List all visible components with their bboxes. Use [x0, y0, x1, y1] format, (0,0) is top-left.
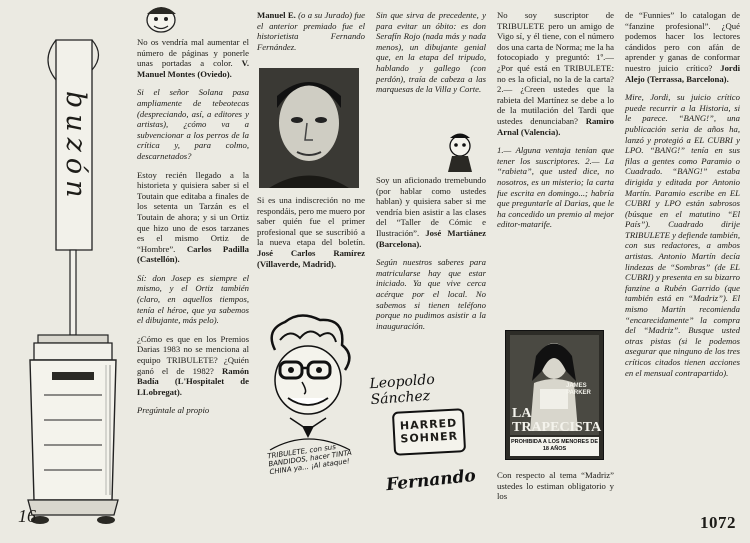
- letter-signature: V. Manuel Montes (Oviedo).: [137, 58, 249, 79]
- letter-text: Con respecto al tema “Madriz” ustedes lo estiman obligatorio y los: [497, 470, 614, 502]
- letter-signature: Ramiro Arnal (Valencia).: [497, 115, 614, 137]
- reply-text: Si el señor Solana pasa ampliamente de tebeotecas (despreciando, así, a editores y artistas), ¿cómo va a subvencionar a los perros de la crítica y, para colmo, descarnetados?: [137, 87, 249, 161]
- reply-text: Sin que sirva de precedente, y para evitar un óbito: es don Serafín Rojo (nada más y nada menos), un dibujante genial que, en la etapa del tripudo, hablando y gallego (con perdón), traía de cabeza a las marquesas de la Villa y Corte.: [376, 10, 486, 95]
- stamp-text: HARRED SOHNER: [399, 416, 459, 446]
- column-4-bottom: [497, 470, 614, 510]
- letter-signature: Carlos Padilla (Castellón).: [137, 243, 249, 265]
- letter-signature: Ramón Badía (L'Hospitalet de LLobregat).: [137, 365, 249, 397]
- column-4: [497, 10, 614, 238]
- cartoon-head-icon: [138, 2, 184, 36]
- poster-banner: PROHIBIDA A LOS MENORES DE 18 AÑOS: [510, 437, 599, 456]
- letter-text: No soy suscriptor de TRIBULETE pero un amigo de Vigo sí, y él tiene, con el número dos una carta de Norma; me la ha fotocopiado y preguntó: 1º.— ¿Por qué está en TRIBULETE: no es la oficial, no la de la carta? 2.— ¿Creen ustedes que la rabieta del Martínez se debe a lo de la mutilación del Tardi que ustedes denunciaban?: [497, 10, 614, 126]
- reply-text: (o a su Jurado) fue el anterior premiado fue el historietista Fernando Fernández.: [257, 10, 365, 52]
- column-3: [376, 10, 486, 103]
- stamp-signature: [392, 408, 466, 456]
- section-title: buzón: [60, 90, 91, 204]
- column-2-lower: [257, 195, 365, 277]
- poster-names: JAMES PARKER: [566, 383, 591, 396]
- column-1: [137, 37, 249, 424]
- letter-signature: José Martiánez (Barcelona).: [376, 227, 486, 249]
- reply-text: 1.— Alguna ventaja tenían que tener los suscriptores. 2.— La “rabieta”, que usted dice, no nosotros, es un misterio; la carta fue escrita en domingo...; habría que preguntarle al Darias, que le ha concedido un premio al mejor editor-matarife.: [497, 145, 614, 230]
- letter-text: No os vendría mal aumentar el número de páginas y ponerle unas portadas a color.: [137, 37, 249, 69]
- reply-text: Mire, Jordi, su juicio crítico puede recurrir a la Historia, si le parece. “BANG!”, una publicación seria de años ha, lanzó y protegió a EL CUBRI y LPO. “BANG!” tenía en sus filas a gentes como Paramio o Cuadrado. “BANG!” estaba dirigida y editada por Antonio Martín. Paramio escribe en EL CUBRI y LPO están sabrosos (búsque en el matutino “El País”). Cuadrado dirije TRIBULETE y defiende también, con sus redactores, a ambos artistas. Antonio Martín decía lindezas de “Sombras” (de EL CUBRI) y presenta en su bizarro fanzine a Rubén Garrido (que también está en “Madriz”). El mismo Martín recomienda “encarecidamente” la compra del “Madriz”. Busque usted otras pistas (si le podemos asegurar que ninguno de los tres críticos citados tienen acciones en el mensual contrapartido).: [625, 92, 740, 378]
- letter-signature: José Carlos Ramírez (Villaverde, Madrid).: [257, 247, 365, 269]
- small-cartoon-icon: [440, 132, 480, 174]
- letter-text: Si es una indiscreción no me respondáis, pero me muero por saber quién fue el primer profesional que se suscribió a la nueva etapa del boletín.: [257, 195, 365, 248]
- portrait-photo: [259, 68, 359, 188]
- letter-text: de “Funnies” lo catalogan de “fanzine profesional”. ¿Qué podemos hacer los lectores cándidos pero con afán de aprender y ganas de conformar nuestro juicio crítico?: [625, 10, 740, 73]
- poster-title: LA TRAPECISTA: [512, 406, 602, 435]
- page-code: 1072: [700, 513, 736, 532]
- reply-text: Según nuestros saberes para matricularse hay que estar iniciado. Ya que vive cerca acérque por el local. No sabemos si tienen teléfono porque no pudimos asistir a la inauguración.: [376, 257, 486, 331]
- column-2: [257, 10, 365, 60]
- caricature-caption: TRIBULETE, con sus BANDIDOS, hacer TINTA CHINA ya... ¡Al ataque!: [266, 442, 353, 477]
- letter-signature: Manuel E.: [257, 10, 296, 20]
- handwritten-signature: Fernando: [385, 465, 477, 496]
- column-5: [625, 10, 740, 386]
- letter-signature: Jordi Alejo (Terrassa, Barcelona).: [625, 62, 741, 84]
- letter-text: ¿Cómo es que en los Premios Darias 1983 no se menciona al equipo TRIBULETE? ¿Quién ganó el de 1982?: [137, 333, 249, 376]
- handwritten-signature: Leopoldo Sánchez: [369, 371, 436, 409]
- column-3-lower: [376, 175, 486, 339]
- reply-text: Pregúntale al propio: [137, 405, 210, 416]
- letter-text: Estoy recién llegado a la historieta y quisiera saber si el Toutain que editaba a finales de los setenta un Tarzán es el Toutain de ahora; y si un Ortiz que hizo uno de esos tarzanes es el mismo Ortiz de “Hombre”.: [137, 169, 249, 254]
- page-number: 16: [18, 506, 36, 526]
- movie-poster: [505, 330, 604, 460]
- reply-text: Sí: don Josep es siempre el mismo, y el Ortiz también (claro, en aquellos tiempos, tenía el héroe, que ya sabemos el dibujante, más pelo).: [137, 272, 249, 326]
- letter-text: Soy un aficionado tremebundo (por hablar como ustedes hablan) y quisiera saber si me vendría bien asistir a las clases del “Taller de Cómic e Ilustración”.: [376, 175, 486, 238]
